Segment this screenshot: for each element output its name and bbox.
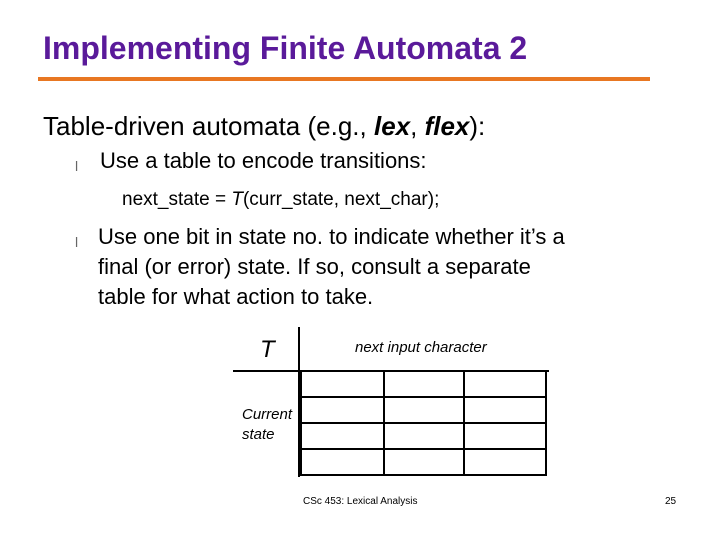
bullet-2-line-1: Use one bit in state no. to indicate whether it’s a [98,224,565,249]
bullet-marker-1: l [75,158,79,174]
transition-table-grid [300,370,550,478]
transition-formula [122,189,439,211]
intro-prefix: Table-driven automata (e.g., [43,111,374,141]
row-header-line-1: Current [242,406,293,423]
formula-prefix: next_state = [122,189,232,210]
bullet-1-text: Use a table to encode transitions: [100,148,427,173]
formula-suffix: (curr_state, next_char); [242,189,440,210]
bullet-2-line-3: table for what action to take. [98,284,374,309]
formula-T: T [231,189,243,210]
intro-flex: flex [424,111,470,141]
row-header-label [242,405,292,445]
row-header-line-2: state [242,426,275,443]
slide-title: Implementing Finite Automata 2 [43,30,528,66]
bullet-2-text [98,222,565,312]
table-T-label: T [260,336,275,363]
page-number: 25 [665,496,677,507]
column-header-label: next input character [355,339,487,356]
bullet-2-line-2: final (or error) state. If so, consult a separate [98,254,531,279]
intro-line [43,111,485,142]
intro-lex: lex [373,111,411,141]
intro-sep: , [410,111,425,141]
title-underline [38,77,650,81]
bullet-marker-2: l [75,234,79,250]
intro-suffix: ): [469,111,486,141]
footer-course: CSc 453: Lexical Analysis [303,496,418,507]
